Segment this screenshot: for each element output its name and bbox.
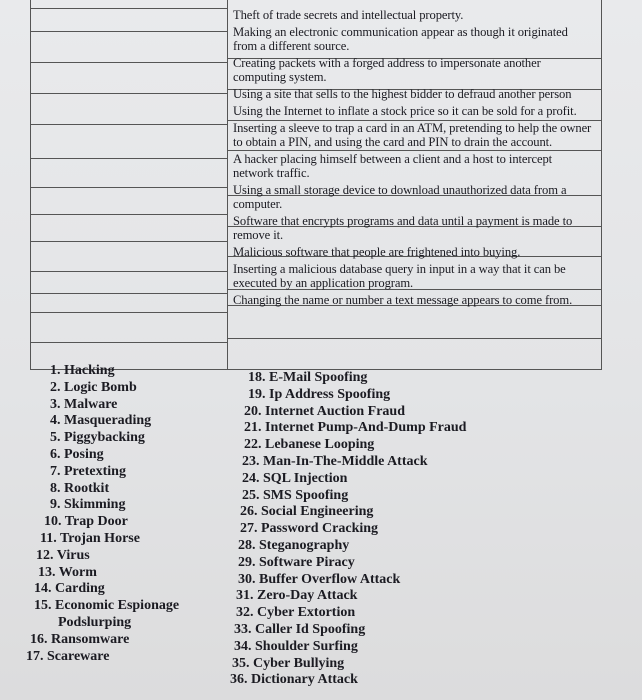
term-item: 8. Rootkit (50, 480, 110, 496)
term-item: 15. Economic Espionage (34, 598, 180, 614)
row-line (31, 312, 227, 313)
row-line (31, 62, 227, 63)
term-item: 33. Caller Id Spoofing (234, 621, 366, 637)
term-item: 35. Cyber Bullying (232, 655, 345, 671)
term-item: 4. Masquerading (50, 413, 152, 429)
term-item: 26. Social Engineering (240, 504, 374, 520)
term-item: 2. Logic Bomb (50, 379, 137, 395)
definition-item: Creating packets with a forged address to impersonate another computing system. (233, 56, 541, 84)
row-line (31, 342, 227, 343)
term-item: 17. Scareware (26, 648, 110, 664)
term-item: 34. Shoulder Surfing (234, 638, 358, 654)
row-line (31, 158, 227, 159)
term-item: 7. Pretexting (50, 463, 126, 479)
terms-list-left (26, 363, 236, 665)
definitions-list (231, 8, 596, 310)
row-line (31, 8, 227, 9)
terms-list-right (230, 370, 530, 689)
row-line (31, 93, 227, 94)
row-line (227, 338, 601, 339)
definition-item: Malicious software that people are frightened into buying. (233, 245, 521, 259)
term-item: 1. Hacking (50, 363, 115, 378)
row-line (31, 124, 227, 125)
matching-table (30, 0, 602, 370)
row-line (31, 31, 227, 32)
definition-item: Software that encrypts programs and data until a payment is made to remove it. (233, 214, 573, 242)
term-item: 10. Trap Door (44, 514, 128, 530)
term-item: 28. Steganography (238, 537, 350, 553)
term-item: 25. SMS Spoofing (242, 487, 349, 503)
term-item: 6. Posing (50, 446, 104, 462)
row-line (31, 271, 227, 272)
definition-item: Using a site that sells to the highest bidder to defraud another person (233, 87, 572, 101)
term-item: 14. Carding (34, 581, 105, 597)
definition-item: A hacker placing himself between a client and a host to intercept network traffic. (233, 152, 553, 180)
term-item: 16. Ransomware (30, 631, 130, 647)
term-item: 19. Ip Address Spoofing (248, 386, 391, 402)
term-item: 20. Internet Auction Fraud (244, 403, 405, 419)
term-item: 24. SQL Injection (242, 470, 348, 486)
row-line (31, 214, 227, 215)
definition-item: Using the Internet to inflate a stock price so it can be sold for a profit. (233, 104, 577, 118)
row-line (31, 187, 227, 188)
term-item: 13. Worm (38, 564, 97, 580)
answer-column (31, 0, 228, 370)
term-item: 36. Dictionary Attack (230, 672, 358, 688)
definition-item: Theft of trade secrets and intellectual property. (233, 8, 464, 22)
definition-item: Using a small storage device to download unauthorized data from a computer. (233, 183, 567, 211)
term-item: 12. Virus (36, 547, 90, 563)
term-item: 5. Piggybacking (50, 430, 145, 446)
term-item: 3. Malware (50, 396, 118, 412)
definition-item: Changing the name or number a text message appears to come from. (233, 293, 573, 307)
term-item: 30. Buffer Overflow Attack (238, 571, 401, 587)
definition-item: Making an electronic communication appear as though it originated from a different source. (233, 25, 568, 53)
term-item: 9. Skimming (50, 497, 126, 513)
term-item: 32. Cyber Extortion (236, 605, 356, 621)
term-item: Podslurping (58, 614, 132, 630)
term-item: 21. Internet Pump-And-Dump Fraud (244, 420, 467, 436)
row-line (31, 293, 227, 294)
term-item: 29. Software Piracy (238, 554, 355, 570)
term-item: 31. Zero-Day Attack (236, 588, 358, 604)
term-item: 23. Man-In-The-Middle Attack (242, 453, 428, 469)
term-item: 27. Password Cracking (240, 521, 379, 537)
definition-item: Inserting a sleeve to trap a card in an ATM, pretending to help the owner to obtain a PIN, and using the card and PIN to drain the account. (233, 121, 592, 149)
term-item: 11. Trojan Horse (40, 530, 140, 546)
term-item: 18. E-Mail Spoofing (248, 370, 368, 385)
definition-item: Inserting a malicious database query in input in a way that it can be executed by an application program. (233, 262, 566, 290)
row-line (31, 241, 227, 242)
term-item: 22. Lebanese Looping (244, 437, 375, 453)
